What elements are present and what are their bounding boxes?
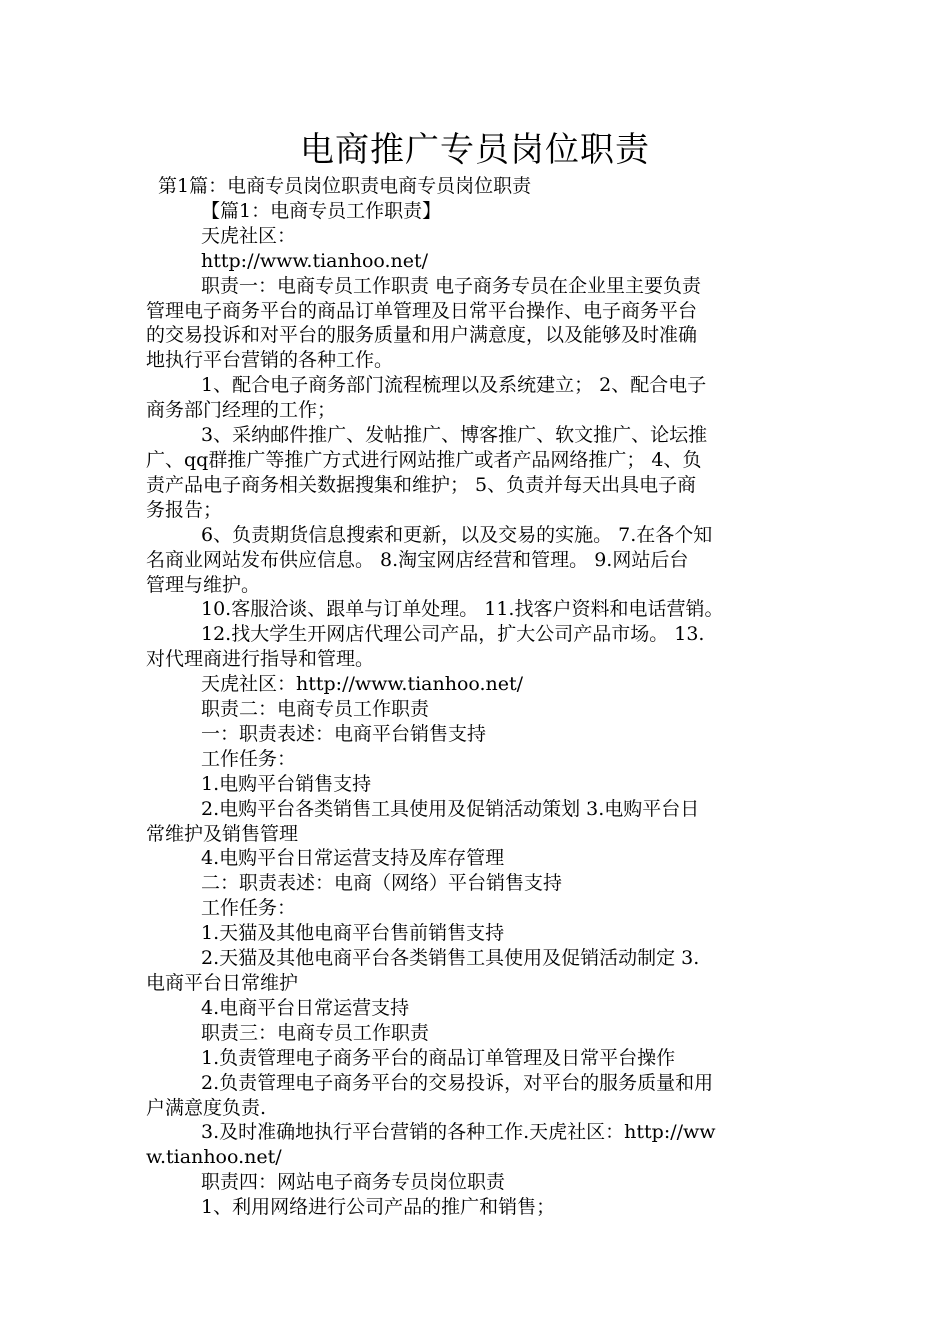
paragraph-line: 管理电子商务平台的商品订单管理及日常平台操作、电子商务平台 [146,299,698,322]
paragraph-line: 1、利用网络进行公司产品的推广和销售； [201,1196,556,1219]
paragraph-line: 2.负责管理电子商务平台的交易投诉，对平台的服务质量和用 [201,1071,714,1094]
paragraph-line: 工作任务： [201,897,297,920]
paragraph-line: 1.负责管理电子商务平台的商品订单管理及日常平台操作 [201,1046,676,1069]
paragraph-line: 二：职责表述：电商（网络）平台销售支持 [201,872,563,895]
paragraph-line: 职责三：电商专员工作职责 [201,1021,430,1044]
paragraph-line: 2.电购平台各类销售工具使用及促销活动策划 3.电购平台日 [201,797,700,820]
paragraph-line: 工作任务： [201,747,297,770]
paragraph-line: 职责一：电商专员工作职责 电子商务专员在企业里主要负责 [201,274,702,297]
paragraph-line: 1.电购平台销售支持 [201,772,372,795]
paragraph-line: 职责四：网站电子商务专员岗位职责 [201,1171,506,1194]
paragraph-line: 3、采纳邮件推广、发帖推广、博客推广、软文推广、论坛推 [201,424,708,447]
paragraph-line: 2.天猫及其他电商平台各类销售工具使用及促销活动制定 3. [201,947,700,970]
paragraph-line: 的交易投诉和对平台的服务质量和用户满意度，以及能够及时准确 [146,324,698,347]
paragraph-line: 名商业网站发布供应信息。 8.淘宝网店经营和管理。 9.网站后台 [146,548,689,571]
paragraph-line: 1.天猫及其他电商平台售前销售支持 [201,922,505,945]
paragraph-line: 一：职责表述：电商平台销售支持 [201,722,487,745]
paragraph-line: 务报告； [146,498,223,521]
paragraph-line: http://www.tianhoo.net/ [201,249,429,272]
paragraph-line: 4.电购平台日常运营支持及库存管理 [201,847,505,870]
paragraph-line: 第1篇：电商专员岗位职责电商专员岗位职责 [158,175,532,197]
paragraph-line: w.tianhoo.net/ [146,1146,282,1169]
paragraph-line: 天虎社区：http://www.tianhoo.net/ [201,673,524,696]
paragraph-line: 3.及时准确地执行平台营销的各种工作.天虎社区：http://ww [201,1121,716,1144]
paragraph-line: 4.电商平台日常运营支持 [201,996,410,1019]
paragraph-line: 6、负责期货信息搜索和更新，以及交易的实施。 7.在各个知 [201,523,713,546]
paragraph-line: 电商平台日常维护 [146,972,299,994]
paragraph-line: 户满意度负责. [146,1096,267,1119]
paragraph-line: 【篇1：电商专员工作职责】 [201,199,442,222]
paragraph-line: 职责二：电商专员工作职责 [201,698,430,721]
paragraph-line: 1、配合电子商务部门流程梳理以及系统建立； 2、配合电子 [201,374,707,397]
paragraph-line: 天虎社区： [201,224,297,247]
paragraph-line: 责产品电子商务相关数据搜集和维护； 5、负责并每天出具电子商 [146,473,697,496]
paragraph-line: 管理与维护。 [146,573,261,596]
paragraph-line: 10.客服洽谈、跟单与订单处理。 11.找客户资料和电话营销。 [201,598,724,621]
paragraph-line: 常维护及销售管理 [146,822,299,845]
document-body [146,174,810,1220]
paragraph-line: 12.找大学生开网店代理公司产品，扩大公司产品市场。 13. [201,623,705,646]
paragraph-line: 商务部门经理的工作； [146,399,337,422]
document-title: 电商推广专员岗位职责 [300,130,650,170]
paragraph-line: 地执行平台营销的各种工作。 [146,349,394,372]
paragraph-line: 广、qq群推广等推广方式进行网站推广或者产品网络推广； 4、负 [146,448,702,471]
paragraph-line: 对代理商进行指导和管理。 [146,648,375,671]
